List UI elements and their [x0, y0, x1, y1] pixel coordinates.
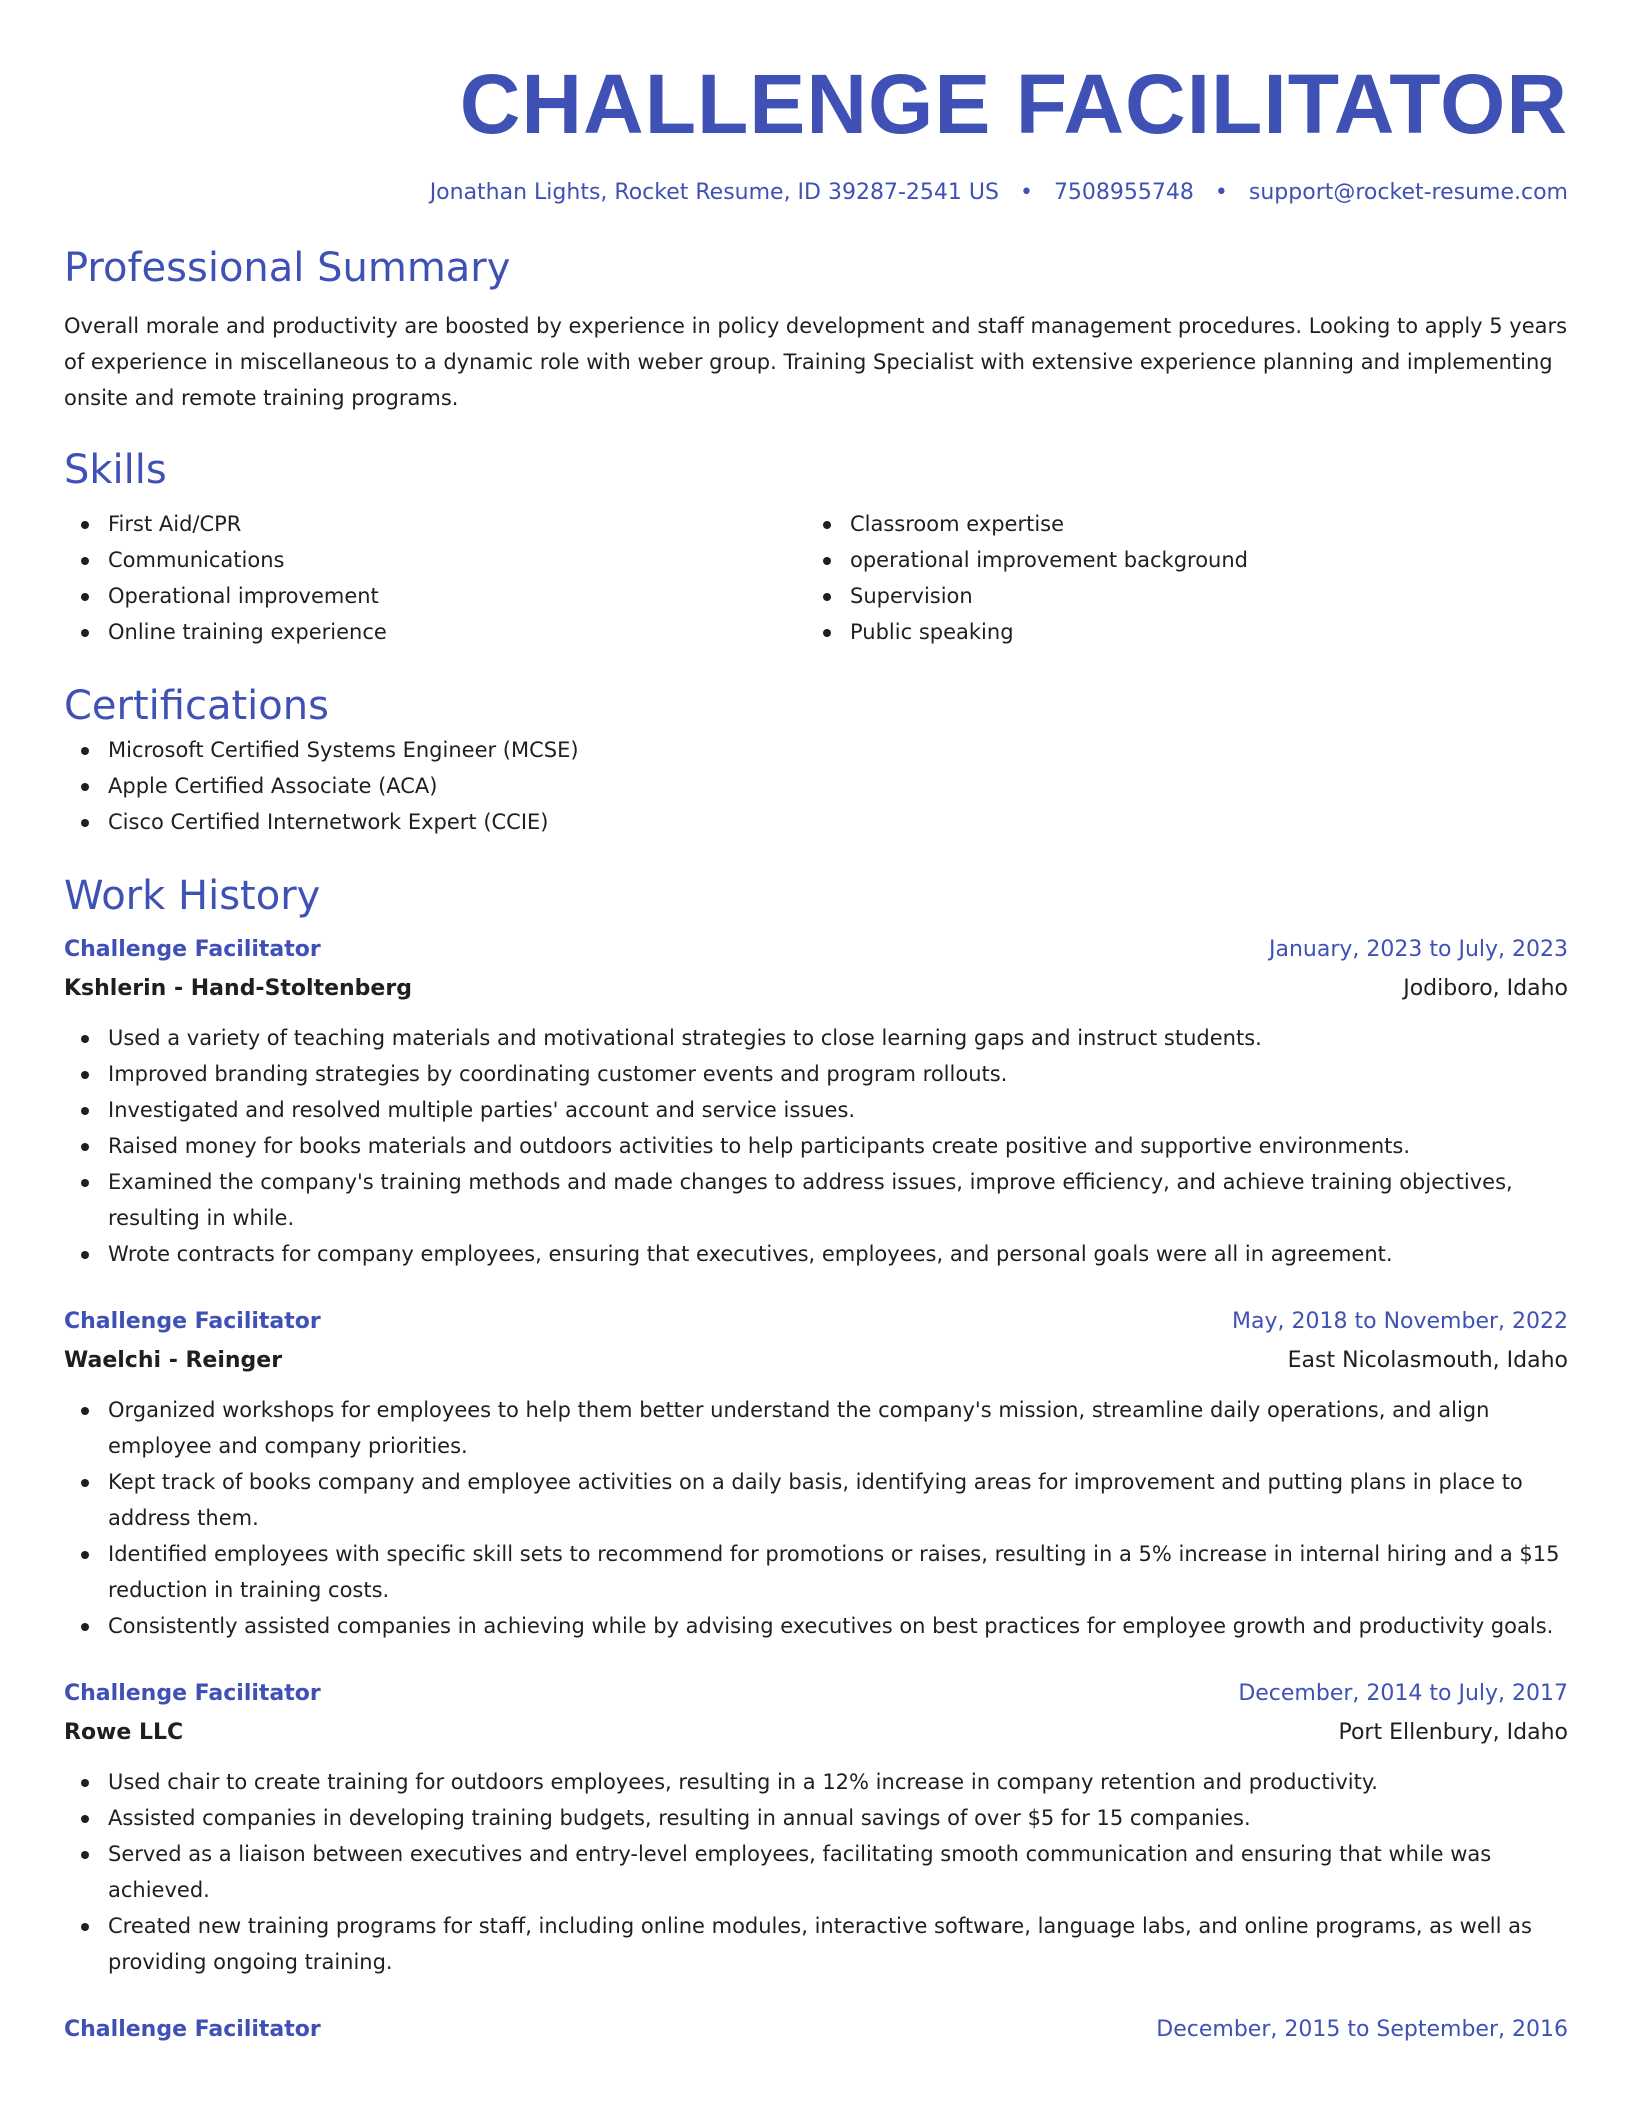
job-dates: December, 2015 to September, 2016	[1156, 2017, 1568, 2042]
job-bullets	[64, 1392, 1568, 1644]
job-bullet: Used chair to create training for outdoors employees, resulting in a 12% increase in company retention and productivity.	[108, 1764, 1568, 1800]
job-bullets	[64, 1020, 1568, 1272]
contact-address: Jonathan Lights, Rocket Resume, ID 39287-2541 US	[429, 180, 999, 205]
job-bullet: Investigated and resolved multiple parties' account and service issues.	[108, 1092, 1568, 1128]
work-history-heading: Work History	[64, 873, 321, 919]
certifications-heading: Certifications	[64, 683, 329, 729]
job-location: Port Ellenbury, Idaho	[1338, 1720, 1568, 1745]
contact-line	[64, 178, 1568, 208]
certification-item: Apple Certified Associate (ACA)	[108, 768, 1568, 804]
certifications-list	[64, 732, 1568, 840]
certification-item: Cisco Certified Internetwork Expert (CCIE)	[108, 804, 1568, 840]
job-bullet: Wrote contracts for company employees, ensuring that executives, employees, and personal goals were all in agreement.	[108, 1236, 1568, 1272]
job-dates: May, 2018 to November, 2022	[1232, 1309, 1568, 1334]
contact-separator: •	[1019, 180, 1033, 205]
job-entry	[64, 934, 1568, 1272]
job-title: Challenge Facilitator	[64, 2017, 321, 2042]
job-bullet: Identified employees with specific skill sets to recommend for promotions or raises, resulting in a 5% increase in internal hiring and a $15 reduction in training costs.	[108, 1536, 1568, 1608]
contact-phone: 7508955748	[1053, 180, 1194, 205]
skill-item: operational improvement background	[850, 542, 1548, 578]
contact-separator: •	[1214, 180, 1228, 205]
certification-item: Microsoft Certified Systems Engineer (MCSE)	[108, 732, 1568, 768]
job-bullet: Consistently assisted companies in achieving while by advising executives on best practices for employee growth and productivity goals.	[108, 1608, 1568, 1644]
skill-item: Supervision	[850, 578, 1548, 614]
job-bullet: Assisted companies in developing training budgets, resulting in annual savings of over $5 for 15 companies.	[108, 1800, 1568, 1836]
skill-item: Online training experience	[108, 614, 806, 650]
job-company: Waelchi - Reinger	[64, 1348, 283, 1373]
job-company: Rowe LLC	[64, 1720, 184, 1745]
summary-text: Overall morale and productivity are boosted by experience in policy development and staff management procedures. Looking to apply 5 years of experience in miscellaneous to a dynamic role with weber group. Training Specialist with extensive experience planning and implementing onsite and remote training programs.	[64, 314, 1568, 410]
job-bullet: Used a variety of teaching materials and motivational strategies to close learning gaps and instruct students.	[108, 1020, 1568, 1056]
skills-list-right	[806, 506, 1548, 650]
skill-item: Classroom expertise	[850, 506, 1548, 542]
job-entry-partial	[64, 2014, 1568, 2046]
job-bullet: Examined the company's training methods and made changes to address issues, improve efficiency, and achieve training objectives, resulting in while.	[108, 1164, 1568, 1236]
job-location: Jodiboro, Idaho	[1403, 976, 1568, 1001]
job-bullets	[64, 1764, 1568, 1980]
job-dates: December, 2014 to July, 2017	[1238, 1681, 1568, 1706]
resume-page	[64, 56, 1568, 2046]
resume-title: CHALLENGE FACILITATOR	[459, 57, 1568, 151]
job-bullet: Created new training programs for staff, including online modules, interactive software, language labs, and online programs, as well as providing ongoing training.	[108, 1908, 1568, 1980]
job-title: Challenge Facilitator	[64, 1309, 321, 1334]
job-location: East Nicolasmouth, Idaho	[1287, 1348, 1568, 1373]
job-title: Challenge Facilitator	[64, 937, 321, 962]
job-title: Challenge Facilitator	[64, 1681, 321, 1706]
skills-heading: Skills	[64, 447, 167, 493]
job-bullet: Organized workshops for employees to help them better understand the company's mission, streamline daily operations, and align employee and company priorities.	[108, 1392, 1568, 1464]
skills-grid	[64, 506, 1568, 650]
job-bullet: Raised money for books materials and outdoors activities to help participants create positive and supportive environments.	[108, 1128, 1568, 1164]
job-bullet: Served as a liaison between executives and entry-level employees, facilitating smooth communication and ensuring that while was achieved.	[108, 1836, 1568, 1908]
job-entry	[64, 1678, 1568, 1980]
summary-heading: Professional Summary	[64, 245, 511, 291]
job-bullet: Kept track of books company and employee activities on a daily basis, identifying areas for improvement and putting plans in place to address them.	[108, 1464, 1568, 1536]
skill-item: Communications	[108, 542, 806, 578]
job-entry	[64, 1306, 1568, 1644]
contact-email[interactable]: support@rocket-resume.com	[1248, 180, 1568, 205]
job-company: Kshlerin - Hand-Stoltenberg	[64, 976, 412, 1001]
skill-item: First Aid/CPR	[108, 506, 806, 542]
skill-item: Public speaking	[850, 614, 1548, 650]
job-bullet: Improved branding strategies by coordinating customer events and program rollouts.	[108, 1056, 1568, 1092]
skill-item: Operational improvement	[108, 578, 806, 614]
skills-list-left	[64, 506, 806, 650]
job-dates: January, 2023 to July, 2023	[1269, 937, 1568, 962]
